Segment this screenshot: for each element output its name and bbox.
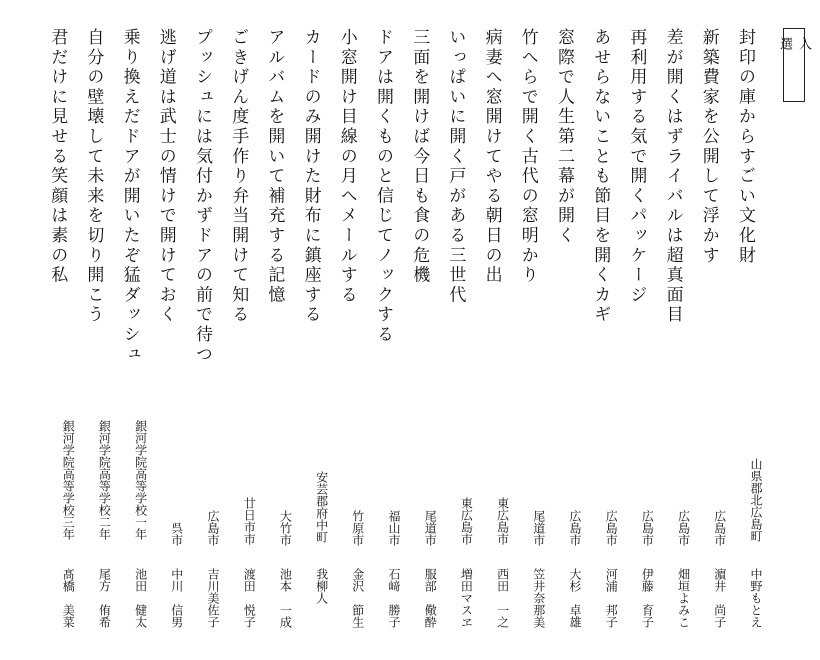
entry-column [655, 0, 691, 660]
author-name: 西田 一之 [495, 568, 510, 628]
poem-text: 小窓開け目線の月へメールする [336, 28, 357, 306]
author-place: 尾道市 [423, 509, 438, 546]
entry-column [293, 0, 329, 660]
author-name: 中川 信男 [169, 568, 184, 628]
entry-column [329, 0, 365, 660]
author-name: 吉川美佐子 [206, 568, 220, 628]
poem-text: 新築費家を公開して浮かす [698, 28, 719, 266]
entry-column [727, 0, 763, 660]
poem-text: 君だけに見せる笑顔は素の私 [47, 28, 68, 286]
entry-column [220, 0, 256, 660]
author-name: 伊藤 育子 [640, 568, 655, 628]
author-place: 広島市 [712, 509, 727, 546]
entry-column [618, 0, 654, 660]
entry-column [256, 0, 292, 660]
author-name: 畑垣よみこ [676, 568, 691, 628]
poem-text: 再利用する気で開くパッケージ [626, 28, 647, 306]
author-name: 髙橋 美菜 [61, 568, 76, 628]
entry-column [582, 0, 618, 660]
author-name: 中野もとえ [749, 568, 763, 628]
author-place: 竹原市 [350, 509, 365, 546]
entry-column [39, 0, 75, 660]
entry-column [691, 0, 727, 660]
author-name: 我柳人 [314, 568, 329, 604]
author-name: 金沢 節生 [350, 568, 365, 628]
author-name: 河浦 邦子 [604, 568, 619, 628]
poem-text: 病妻へ窓開けてやる朝日の出 [481, 28, 502, 286]
author-place: 広島市 [676, 509, 691, 546]
poem-text: 封印の庫からすごい文化財 [735, 28, 755, 266]
entry-column [148, 0, 184, 660]
author-name: 増田マスヱ [459, 568, 474, 628]
poem-text: 三面を開けば今日も食の危機 [409, 28, 430, 286]
entry-column [474, 0, 510, 660]
author-place: 広島市 [604, 509, 619, 546]
poem-text: カードのみ開けた財布に鎮座する [300, 28, 321, 325]
poem-text: アルバムを開いて補充する記憶 [264, 28, 285, 306]
author-name: 服部 儆酔 [423, 568, 438, 628]
author-name: 笠井奈那美 [531, 568, 546, 628]
entry-column [112, 0, 148, 660]
poem-text: いっぱいに開く戸がある三世代 [445, 28, 466, 306]
author-place: 広島市 [206, 509, 220, 546]
author-name: 大杉 卓雄 [568, 568, 582, 628]
poem-text: ドアは開くものと信じてノックする [373, 28, 393, 345]
author-name: 渡田 悦子 [242, 568, 257, 628]
poem-text: 竹へらで開く古代の窓明かり [517, 28, 538, 286]
poem-text: ごきげん度手作り弁当開けて知る [228, 28, 249, 325]
author-name: 池本 一成 [278, 568, 293, 628]
author-place: 広島市 [568, 509, 582, 546]
entry-column [437, 0, 473, 660]
author-place: 銀河学院高等学校三年 [61, 420, 76, 540]
poem-text: 乗り換えだドアが開いたぞ猛ダッシュ [119, 28, 140, 365]
author-place: 東広島市 [495, 496, 510, 545]
author-place: 廿日市市 [242, 496, 257, 545]
entry-column [365, 0, 401, 660]
poem-text: 自分の壁壊して未来を切り開こう [83, 28, 104, 325]
author-name: 濵井 尚子 [712, 568, 727, 628]
author-place: 安芸郡府中町 [314, 471, 329, 544]
poem-text: 逃げ道は武士の情けで開けておく [155, 28, 176, 325]
author-place: 福山市 [387, 509, 401, 546]
author-place: 尾道市 [531, 509, 546, 546]
author-name: 尾方 侑希 [97, 568, 112, 628]
entry-column [546, 0, 582, 660]
poem-text: プッシュには気付かずドアの前で待つ [192, 28, 212, 365]
section-label: 入 選 [783, 28, 805, 102]
author-place: 広島市 [640, 509, 655, 546]
entry-column [184, 0, 220, 660]
poem-text: 窓際で人生第二幕が開く [554, 28, 574, 246]
author-place: 銀河学院高等学校二年 [97, 420, 112, 540]
author-name: 池田 健太 [133, 568, 148, 628]
entry-column [75, 0, 111, 660]
author-place: 銀河学院高等学校一年 [133, 420, 148, 540]
author-place: 大竹市 [278, 509, 293, 546]
author-place: 東広島市 [459, 496, 474, 545]
entry-column [401, 0, 437, 660]
author-place: 山県郡北広島町 [749, 458, 763, 543]
poem-text: あせらないことも節目を開くカギ [590, 28, 611, 325]
entry-column [510, 0, 546, 660]
author-place: 呉市 [169, 522, 184, 547]
poem-text: 差が開くはずライバルは超真面目 [662, 28, 683, 325]
author-name: 石﨑 勝子 [387, 568, 401, 628]
